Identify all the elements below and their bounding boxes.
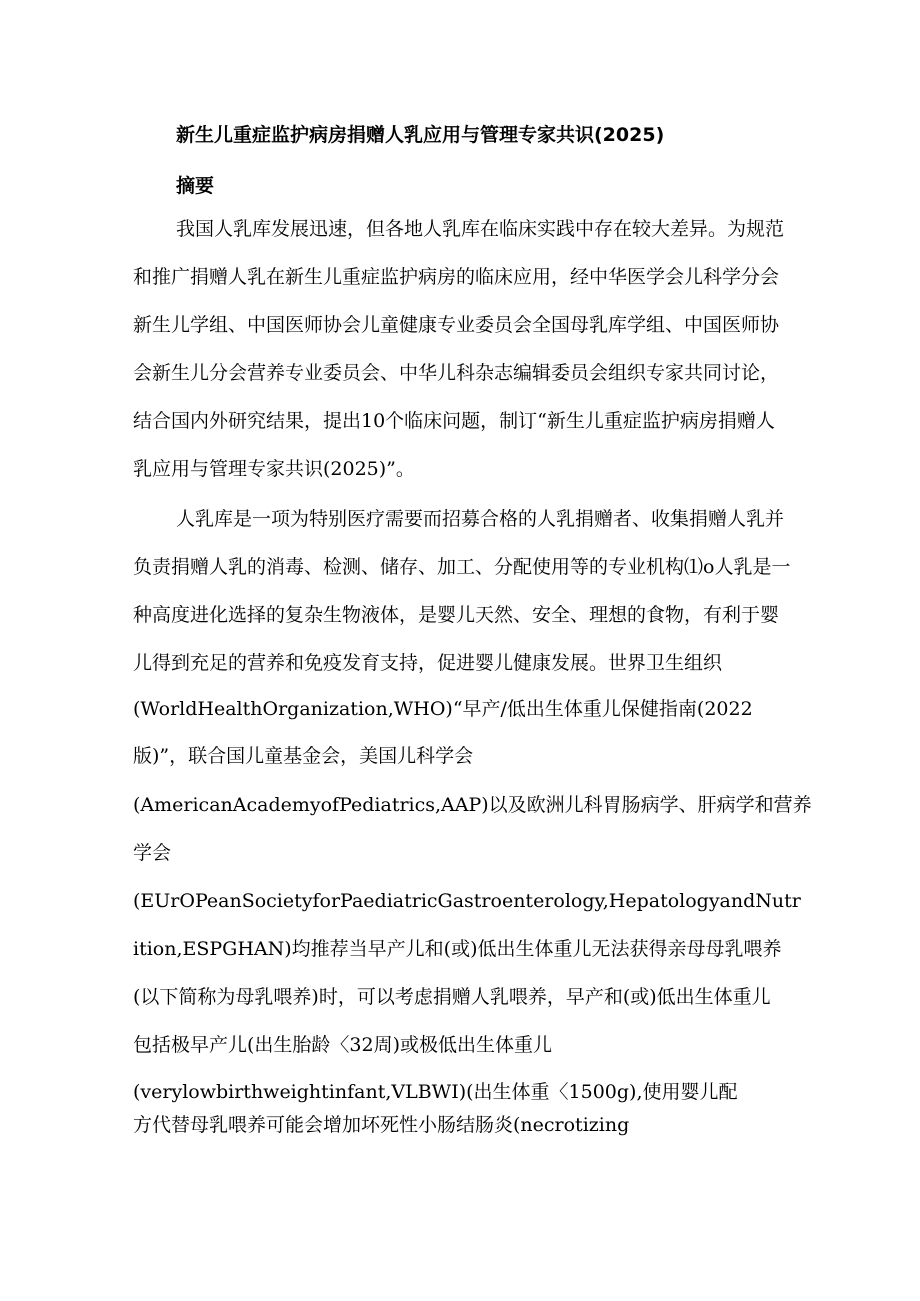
body-line: 版)”，联合国儿童基金会，美国儿科学会 xyxy=(133,745,474,767)
body-line: (AmericanAcademyofPediatrics,AAP)以及欧洲儿科胃肠病学、肝病学和营养 xyxy=(133,794,812,816)
body-line: 结合国内外研究结果，提出10个临床问题，制订“新生儿重症监护病房捐赠人 xyxy=(133,410,775,432)
body-line: 负责捐赠人乳的消毒、检测、储存、加工、分配使用等的专业机构⑴o人乳是一 xyxy=(133,556,791,578)
body-line: (以下简称为母乳喂养)时，可以考虑捐赠人乳喂养，早产和(或)低出生体重儿 xyxy=(133,986,771,1008)
body-line: 学会 xyxy=(133,842,172,864)
document-title: 新生儿重症监护病房捐赠人乳应用与管理专家共识(2025) xyxy=(176,124,665,146)
abstract-heading: 摘要 xyxy=(176,175,215,197)
body-line: (EUrOPeanSocietyforPaediatricGastroenterology,HepatologyandNutr xyxy=(133,890,801,912)
body-line: (WorldHealthOrganization,WHO)“早产/低出生体重儿保健指南(2022 xyxy=(133,698,753,720)
body-line: 和推广捐赠人乳在新生儿重症监护病房的临床应用，经中华医学会儿科学分会 xyxy=(133,266,780,288)
body-line: (verylowbirthweightinfant,VLBWI)(出生体重〈1500g),使用婴儿配 xyxy=(133,1081,738,1103)
body-line: 人乳库是一项为特别医疗需要而招募合格的人乳捐赠者、收集捐赠人乳并 xyxy=(176,508,785,530)
body-line: 新生儿学组、中国医师协会儿童健康专业委员会全国母乳库学组、中国医师协 xyxy=(133,314,780,336)
body-line: 方代替母乳喂养可能会增加坏死性小肠结肠炎(necrotizing xyxy=(133,1114,630,1136)
body-line: 我国人乳库发展迅速，但各地人乳库在临床实践中存在较大差异。为规范 xyxy=(176,218,785,240)
body-line: 包括极早产儿(出生胎龄〈32周)或极低出生体重儿 xyxy=(133,1034,553,1056)
body-line: 乳应用与管理专家共识(2025)”。 xyxy=(133,458,415,480)
body-line: ition,ESPGHAN)均推荐当早产儿和(或)低出生体重儿无法获得亲母母乳喂养 xyxy=(133,938,782,960)
body-line: 会新生儿分会营养专业委员会、中华儿科杂志编辑委员会组织专家共同讨论， xyxy=(133,362,780,384)
body-line: 种高度进化选择的复杂生物液体，是婴儿天然、安全、理想的食物，有利于婴 xyxy=(133,604,780,626)
body-line: 儿得到充足的营养和免疫发育支持，促进婴儿健康发展。世界卫生组织 xyxy=(133,652,723,674)
